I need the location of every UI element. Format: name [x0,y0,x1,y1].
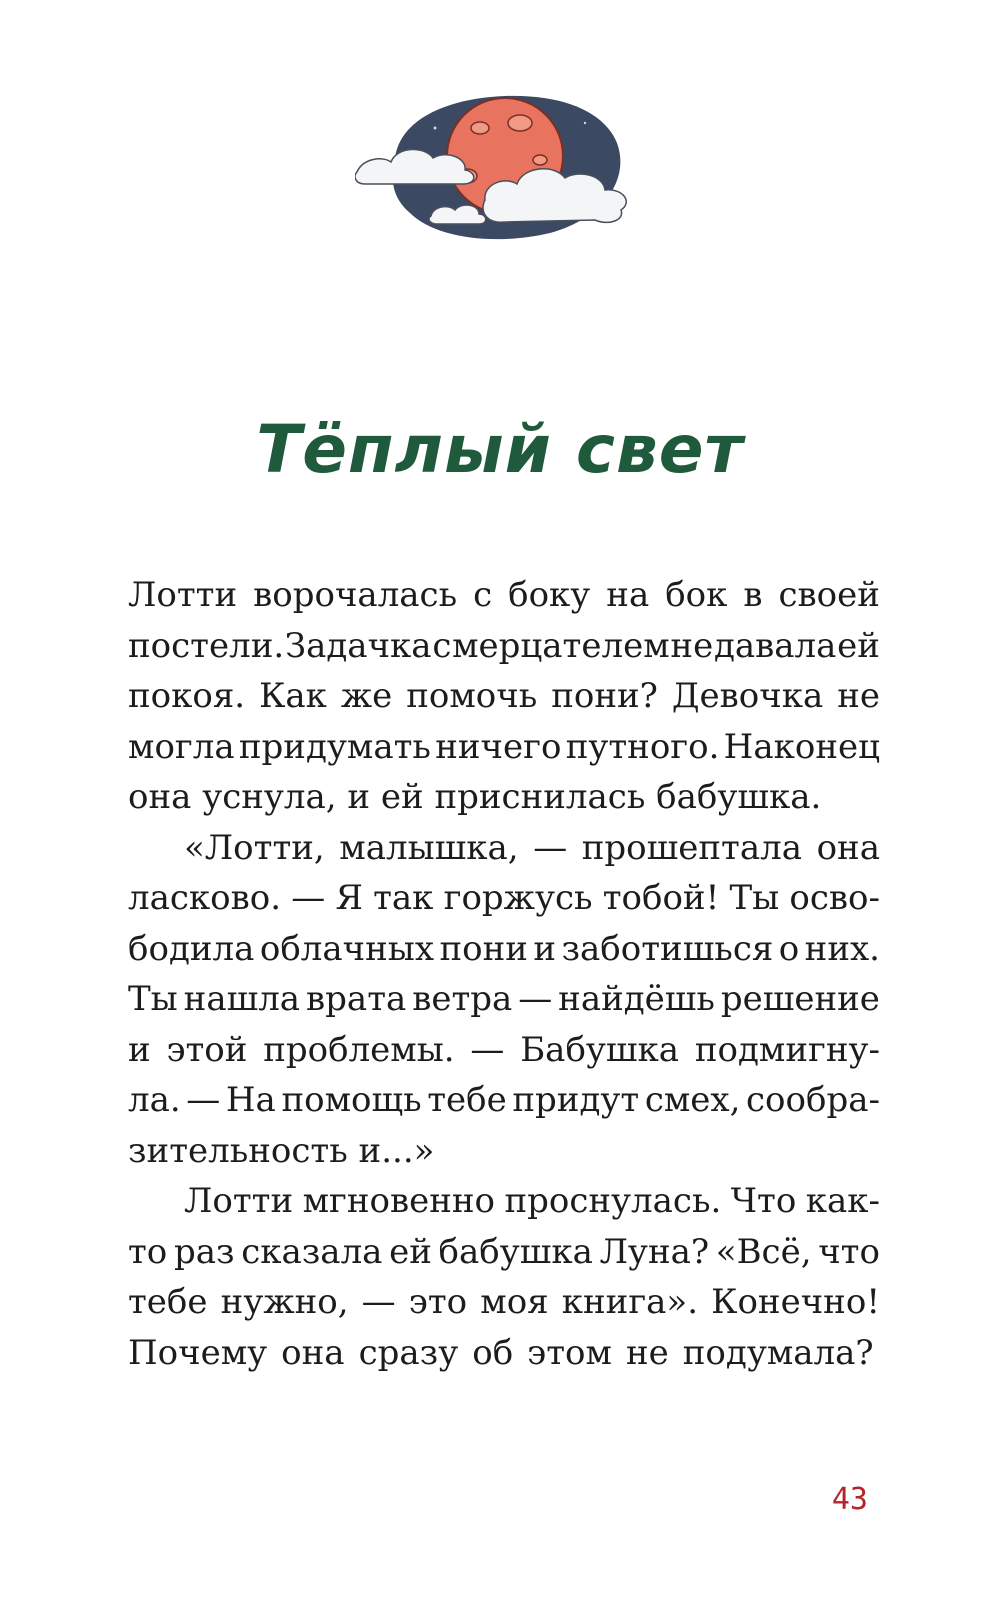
word: Ты [128,979,178,1019]
word: подумала? [682,1332,874,1373]
word: Бабушка [520,1029,680,1070]
word: этой [166,1029,248,1070]
word: путного. [565,726,720,767]
word: она уснула, и ей приснилась бабушка. [128,777,822,817]
text-line [128,671,880,722]
word: Лотти [128,575,238,615]
body-text [128,570,880,1378]
word: Что [730,1181,797,1221]
word: книга». [561,1282,699,1322]
text-line [128,570,880,621]
word: в [743,575,763,615]
word: облачных [259,928,435,969]
text-line [128,873,880,924]
word: об [472,1332,514,1373]
word: них. [804,928,880,969]
word: с [473,575,493,615]
word: что [818,1231,880,1272]
word: не [625,1332,669,1373]
word: «Всё, [715,1231,812,1272]
word: нужно, [220,1282,349,1322]
word: не [837,676,880,716]
word: как- [805,1181,880,1221]
word: Девочка [671,676,824,716]
word: проснулась. [504,1181,722,1221]
text-line [128,823,880,874]
text-line [128,621,880,672]
word: же [340,676,393,716]
word: найдёшь [558,979,715,1019]
word: сказала [241,1231,383,1272]
text-line [128,1126,880,1177]
word: решение [720,979,880,1019]
text-line [128,974,880,1025]
word: пони? [551,676,658,716]
word: и [533,928,557,969]
chapter-title: Тёплый свет [256,411,744,488]
word: тебе [128,1282,208,1322]
word: придумать [238,726,431,767]
word: Луна? [599,1231,710,1272]
word: помощь [281,1080,422,1120]
word: она [281,1332,345,1373]
word: своей [778,575,880,615]
word: зительность и...» [128,1130,435,1171]
word: боку [508,575,591,615]
word: пони [439,928,528,969]
word: помочь [406,676,538,716]
word: смех, [644,1080,741,1120]
word: тобой! [602,878,720,918]
word: это [408,1282,468,1322]
text-line [128,1025,880,1076]
word: Как [259,676,327,716]
text-line [128,772,880,823]
word: бок [665,575,728,615]
word: ей [837,625,880,666]
word: прошептала [581,827,802,868]
text-line [128,1277,880,1328]
word: нашла [183,979,301,1019]
word: придут [512,1080,640,1120]
word: бабушка [438,1231,593,1272]
word: она [816,827,880,868]
word: то [128,1231,168,1272]
word: ничего [435,726,562,767]
moon-clouds-illustration [355,88,655,248]
word: Наконец [723,726,880,767]
word: проблемы. [263,1029,455,1070]
word: малышка, [339,827,519,868]
word: ей [389,1231,432,1272]
word: могла [128,726,235,767]
word: ласково. [128,878,282,918]
word: и [128,1029,151,1070]
word: моя [480,1282,549,1322]
page-number: 43 [831,1482,868,1517]
word: сообра- [746,1080,880,1120]
word: — [470,1029,505,1070]
word: подмигну- [694,1029,880,1070]
word: мгновенно [302,1181,496,1221]
word: горжусь [443,878,593,918]
word: — [533,827,568,868]
word: «Лотти, [184,827,325,868]
text-line [128,1227,880,1278]
text-line [128,1075,880,1126]
word: — [186,1080,221,1120]
word: тебе [427,1080,507,1120]
word: так [373,878,434,918]
word: раз [173,1231,235,1272]
word: Я [335,878,363,918]
text-line [128,1176,880,1227]
word: мерцателем [452,625,670,666]
word: о [778,928,800,969]
word: осво- [789,878,880,918]
word: Конечно! [711,1282,880,1322]
word: с [432,625,452,666]
word: Задачка [284,625,432,666]
word: постели. [128,625,285,666]
word: заботишься [561,928,774,969]
word: ворочалась [253,575,458,615]
word: — [291,878,326,918]
word: ветра [412,979,513,1019]
word: бодила [128,928,255,969]
text-line [128,1328,880,1379]
word: давала [713,625,837,666]
word: врата [306,979,407,1019]
word: покоя. [128,676,246,716]
word: ла. [128,1080,181,1120]
word: — [518,979,553,1019]
word: сразу [358,1332,459,1373]
word: На [225,1080,276,1120]
word: на [606,575,650,615]
text-line [128,924,880,975]
word: не [670,625,714,666]
word: Почему [128,1332,268,1373]
word: Ты [729,878,780,918]
word: этом [527,1332,612,1373]
word: Лотти [184,1181,294,1221]
text-line [128,722,880,773]
word: — [361,1282,396,1322]
